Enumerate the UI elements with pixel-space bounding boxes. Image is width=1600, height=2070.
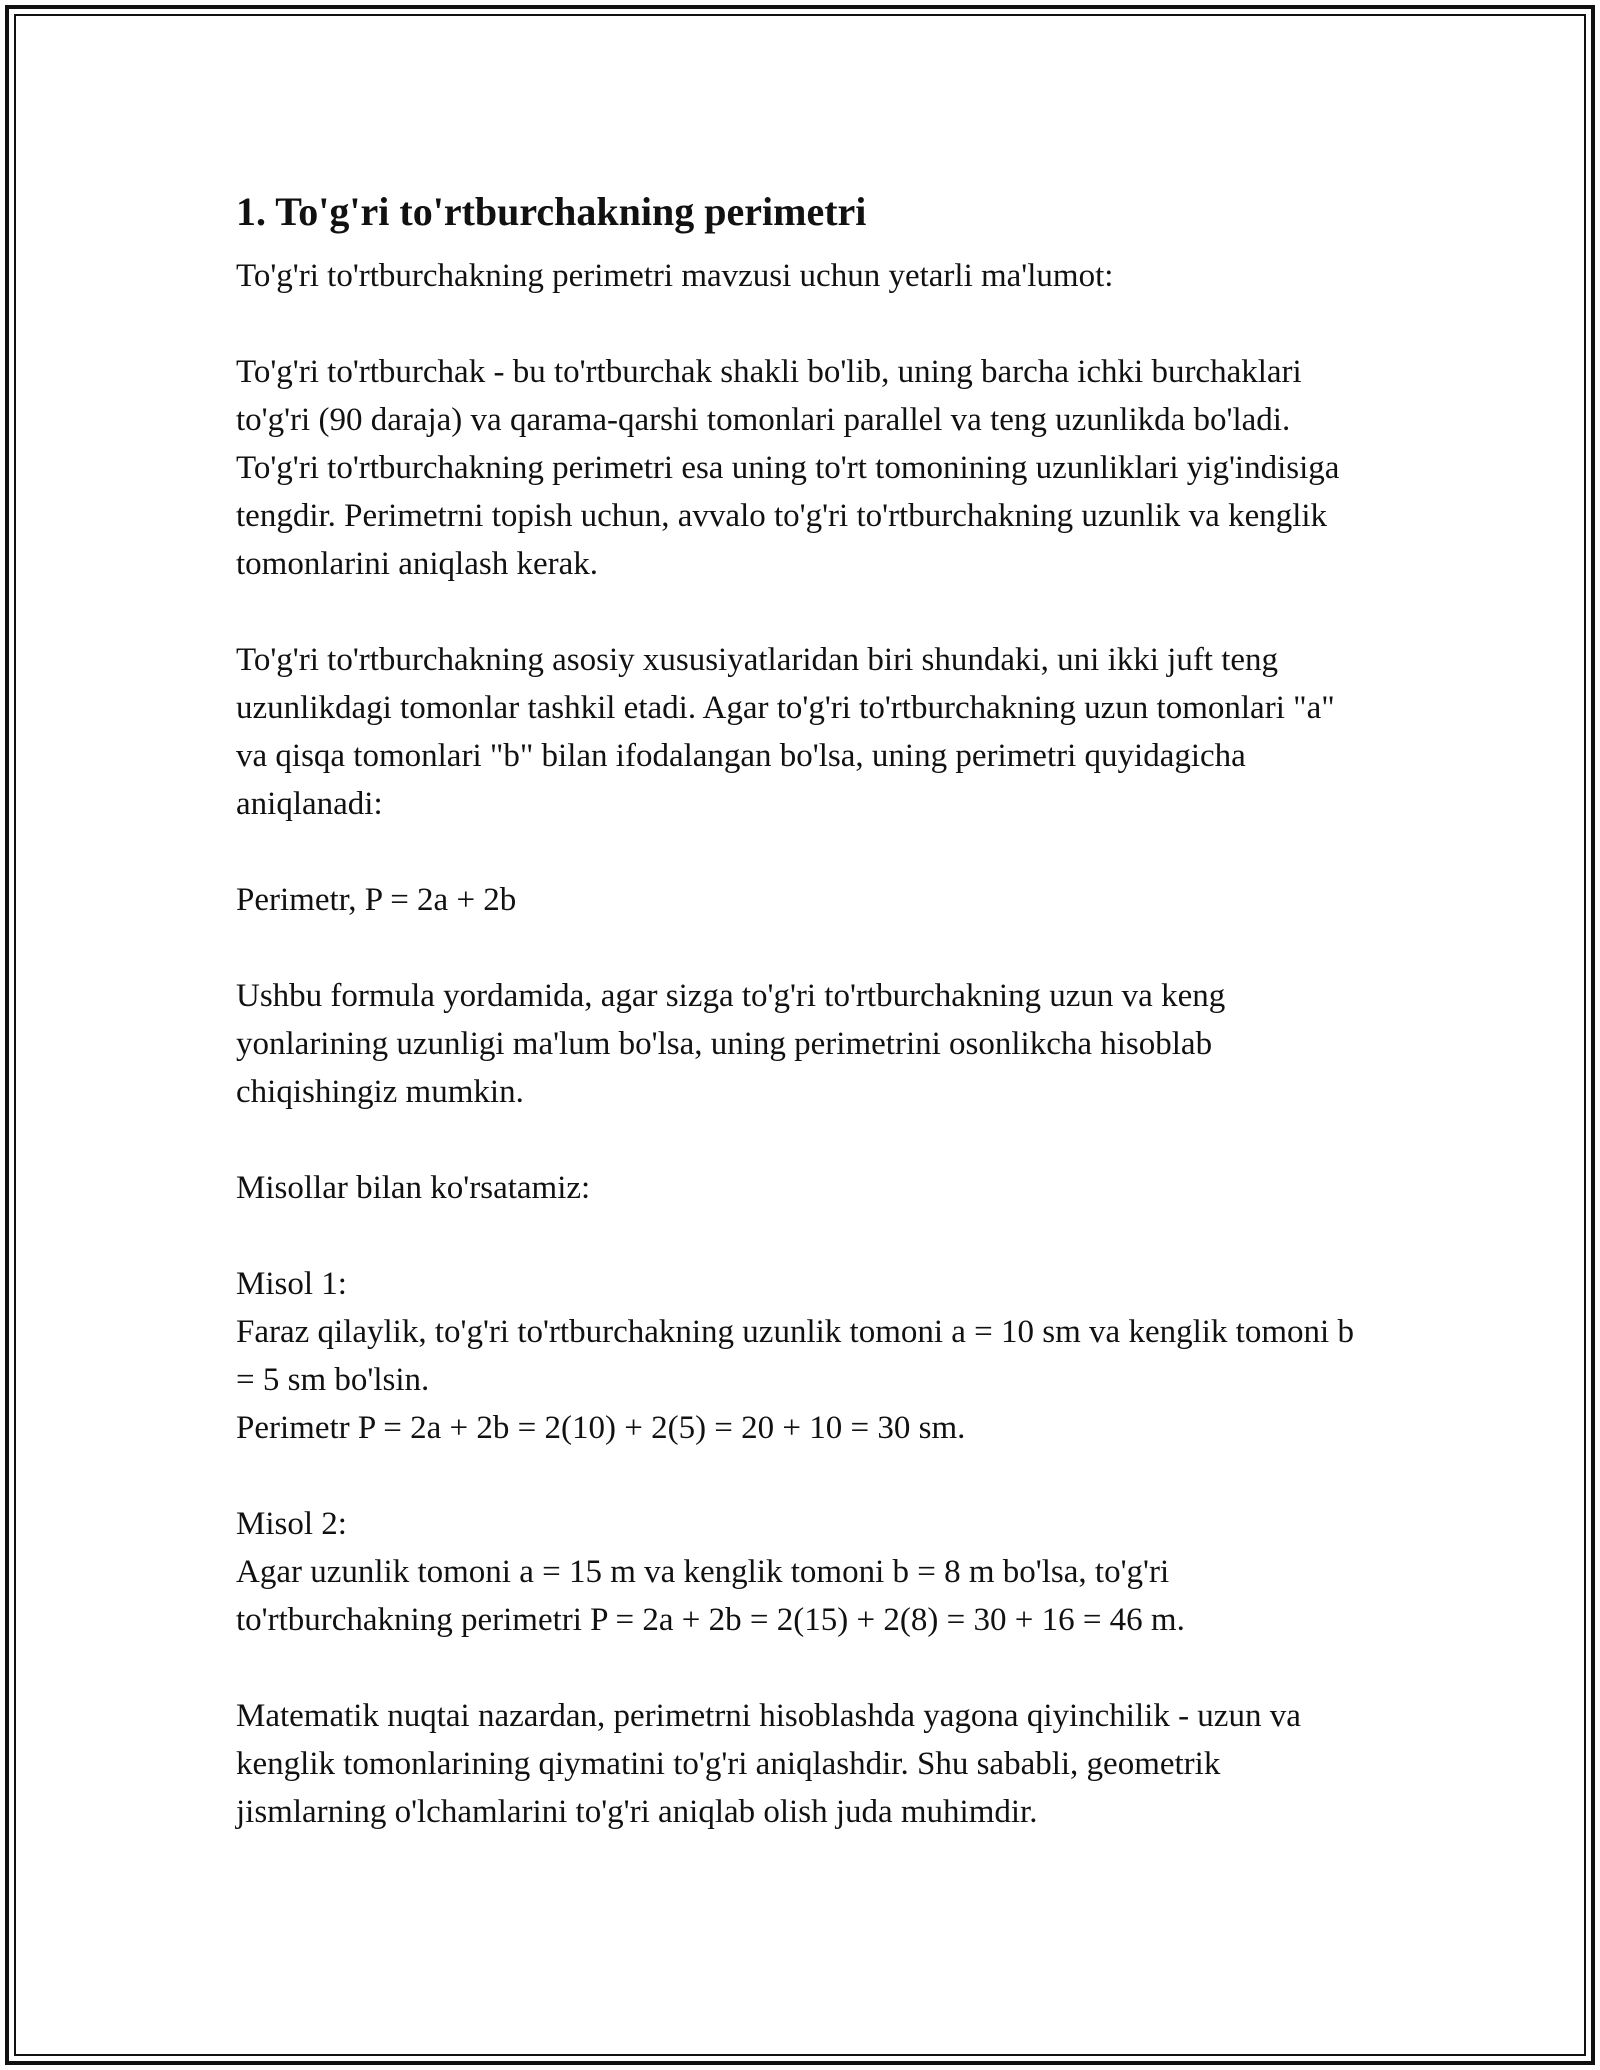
example-2-text: Agar uzunlik tomoni a = 15 m va kenglik tomoni b = 8 m bo'lsa, to'g'ri to'rtburchakning perimetri P = 2a + 2b = 2(15) + 2(8) = 30 + 16 = 46 m. xyxy=(236,1554,1185,1638)
formula-line: Perimetr, P = 2a + 2b xyxy=(236,882,517,918)
examples-intro: Misollar bilan ko'rsatamiz: xyxy=(236,1170,591,1206)
example-1 xyxy=(236,1260,1356,1452)
property-paragraph: To'g'ri to'rtburchakning asosiy xususiyatlaridan biri shundaki, uni ikki juft teng uzunlikdagi tomonlar tashkil etadi. Agar to'g'ri to'rtburchakning uzun tomonlari "a" va qisqa tomonlari "b" bilan ifodalangan bo'lsa, uning perimetri quyidagicha aniqlanadi: xyxy=(236,642,1335,822)
example-2-title: Misol 2: xyxy=(236,1506,347,1542)
conclusion-paragraph: Matematik nuqtai nazardan, perimetrni hisoblashda yagona qiyinchilik - uzun va kenglik tomonlarining qiymatini to'g'ri aniqlashdir. Shu sababli, geometrik jismlarning o'lchamlarini to'g'ri aniqlab olish juda muhimdir. xyxy=(236,1698,1301,1830)
intro-paragraph: To'g'ri to'rtburchakning perimetri mavzusi uchun yetarli ma'lumot: xyxy=(236,258,1114,294)
page-title: 1. To'g'ri to'rtburchakning perimetri xyxy=(236,189,867,234)
example-1-result: Perimetr P = 2a + 2b = 2(10) + 2(5) = 20 + 10 = 30 sm. xyxy=(236,1410,966,1446)
document-body xyxy=(236,186,1356,1836)
usage-paragraph: Ushbu formula yordamida, agar sizga to'g'ri to'rtburchakning uzun va keng yonlarining uzunligi ma'lum bo'lsa, uning perimetrini osonlikcha hisoblab chiqishingiz mumkin. xyxy=(236,978,1226,1110)
example-1-title: Misol 1: xyxy=(236,1266,347,1302)
example-2 xyxy=(236,1500,1356,1644)
definition-paragraph: To'g'ri to'rtburchak - bu to'rtburchak shakli bo'lib, uning barcha ichki burchaklari to'g'ri (90 daraja) va qarama-qarshi tomonlari parallel va teng uzunlikda bo'ladi. To'g'ri to'rtburchakning perimetri esa uning to'rt tomonining uzunliklari yig'indisiga tengdir. Perimetrni topish uchun, avvalo to'g'ri to'rtburchakning uzunlik va kenglik tomonlarini aniqlash kerak. xyxy=(236,354,1340,582)
example-1-text: Faraz qilaylik, to'g'ri to'rtburchakning uzunlik tomoni a = 10 sm va kenglik tomoni b = 5 sm bo'lsin. xyxy=(236,1314,1354,1398)
